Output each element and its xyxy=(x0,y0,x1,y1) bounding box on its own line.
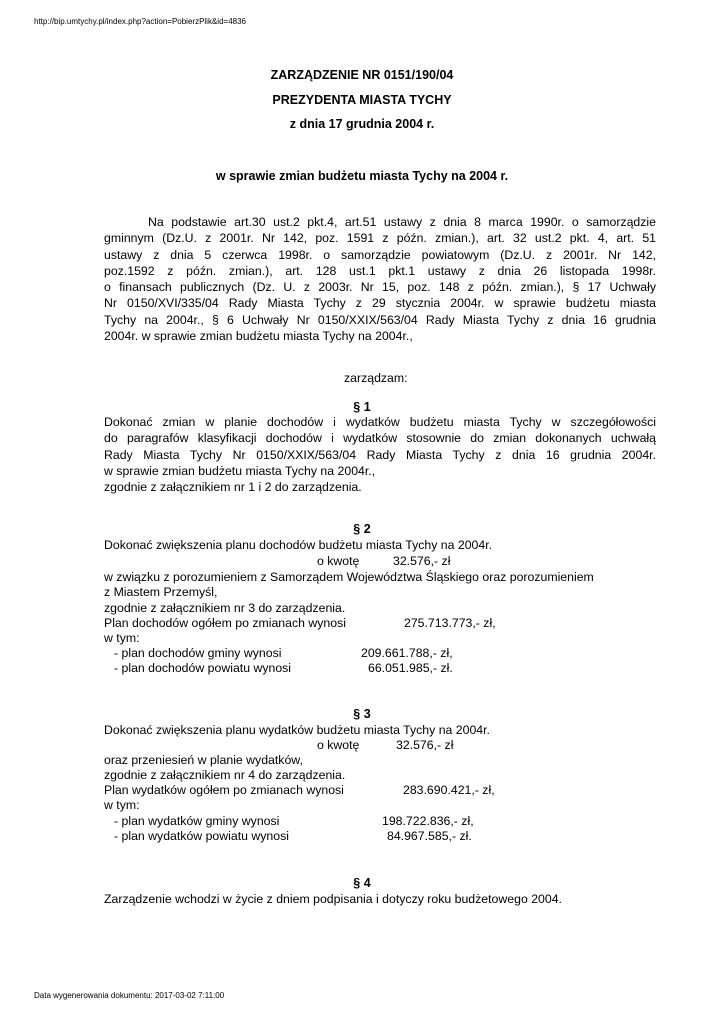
section-1-line: Dokonać zmian w planie dochodów i wydatków budżetu miasta Tychy w szczegółowości xyxy=(104,415,656,429)
section-2-total-value: 275.713.773,- zł, xyxy=(404,616,496,630)
preamble xyxy=(104,214,656,344)
section-3-gmina-value: 198.722.836,- zł, xyxy=(382,814,474,828)
section-3-powiat-label: - plan wydatków powiatu wynosi xyxy=(114,829,289,843)
section-1-line: w sprawie zmian budżetu miasta Tychy na 2004r., xyxy=(104,463,376,478)
section-2-amount-label: o kwotę xyxy=(317,554,360,568)
section-3-gmina-label: - plan wydatków gminy wynosi xyxy=(114,814,280,828)
section-3-line: zgodnie z załącznikiem nr 4 do zarządzenia. xyxy=(104,768,346,782)
section-3-heading: § 3 xyxy=(353,707,371,721)
generation-date-footer: Data wygenerowania dokumentu: 2017-03-02 7:11:00 xyxy=(34,991,225,1000)
section-2-powiat-value: 66.051.985,- zł. xyxy=(368,661,453,675)
section-2-gmina-label: - plan dochodów gminy wynosi xyxy=(114,646,282,660)
section-3-line: oraz przeniesień w planie wydatków, xyxy=(104,753,303,767)
section-1-heading: § 1 xyxy=(353,400,371,414)
section-2-line: w związku z porozumieniem z Samorządem Województwa Śląskiego oraz porozumieniem xyxy=(104,570,594,584)
section-2-heading: § 2 xyxy=(353,522,371,536)
preamble-line: ustawy z dnia 5 czerwca 1998r. o samorządzie powiatowym (Dz.U. z 2001r. Nr 142, xyxy=(104,247,656,262)
preamble-line: o finansach publicznych (Dz. U. z 2003r. Nr 15, poz. 148 z późn. zmian.), § 17 Uchwały xyxy=(104,280,656,295)
section-1-body xyxy=(104,414,656,495)
section-2-powiat-label: - plan dochodów powiatu wynosi xyxy=(114,661,292,675)
preamble-line: gminnym (Dz.U. z 2001r. Nr 142, poz. 1591 z późn. zmian.), art. 32 ust.2 pkt. 4, art. 51 xyxy=(104,231,656,246)
section-1-line: zgodnie z załącznikiem nr 1 i 2 do zarządzenia. xyxy=(104,480,362,495)
section-1-line: do paragrafów klasyfikacji dochodów i wydatków stosownie do zmian dokonanych uchwałą xyxy=(104,431,656,446)
section-2-wtym: w tym: xyxy=(104,631,140,645)
preamble-line: 2004r. w sprawie zmian budżetu miasta Tychy na 2004r., xyxy=(104,329,413,344)
section-3-wtym: w tym: xyxy=(104,798,140,812)
section-3-amount-label: o kwotę xyxy=(317,738,360,752)
section-3-amount: 32.576,- zł xyxy=(396,738,454,752)
section-1-line: Rady Miasta Tychy Nr 0150/XXIX/563/04 Rady Miasta Tychy z dnia 16 grudnia 2004r. xyxy=(104,447,656,462)
section-3-line: Dokonać zwiększenia planu wydatków budżetu miasta Tychy na 2004r. xyxy=(104,723,490,737)
preamble-line: poz.1592 z późn. zmian.), art. 128 ust.1 pkt.1 ustawy z dnia 26 listopada 1998r. xyxy=(104,263,656,278)
section-3-total-label: Plan wydatków ogółem po zmianach wynosi xyxy=(104,783,344,797)
document-issuer: PREZYDENTA MIASTA TYCHY xyxy=(272,93,452,107)
preamble-line: Tychy na 2004r., § 6 Uchwały Nr 0150/XXIX/563/04 Rady Miasta Tychy z dnia 16 grudnia xyxy=(104,312,656,327)
preamble-line: Na podstawie art.30 ust.2 pkt.4, art.51 ustawy z dnia 8 marca 1990r. o samorządzie xyxy=(148,215,656,229)
page-url-header: http://bip.umtychy.pl/index.php?action=PobierzPlik&id=4836 xyxy=(34,17,246,26)
section-2-total-label: Plan dochodów ogółem po zmianach wynosi xyxy=(104,616,346,630)
section-3-total-value: 283.690.421,- zł, xyxy=(403,783,495,797)
decree-word: zarządzam: xyxy=(344,371,408,385)
document-subject: w sprawie zmian budżetu miasta Tychy na 2004 r. xyxy=(215,169,509,183)
document-date: z dnia 17 grudnia 2004 r. xyxy=(289,117,435,131)
section-4-heading: § 4 xyxy=(353,876,371,890)
section-2-line: z Miastem Przemyśl, xyxy=(104,585,218,599)
section-3-powiat-value: 84.967.585,- zł. xyxy=(387,829,472,843)
section-2-gmina-value: 209.661.788,- zł, xyxy=(361,646,453,660)
document-title: ZARZĄDZENIE NR 0151/190/04 xyxy=(270,68,454,82)
section-2-line: zgodnie z załącznikiem nr 3 do zarządzenia. xyxy=(104,601,346,615)
preamble-line: Nr 0150/XVI/335/04 Rady Miasta Tychy z 29 stycznia 2004r. w sprawie budżetu miasta xyxy=(104,296,656,311)
section-2-line: Dokonać zwiększenia planu dochodów budżetu miasta Tychy na 2004r. xyxy=(104,538,493,552)
section-2-amount: 32.576,- zł xyxy=(393,554,451,568)
section-4-line: Zarządzenie wchodzi w życie z dniem podpisania i dotyczy roku budżetowego 2004. xyxy=(104,892,562,906)
